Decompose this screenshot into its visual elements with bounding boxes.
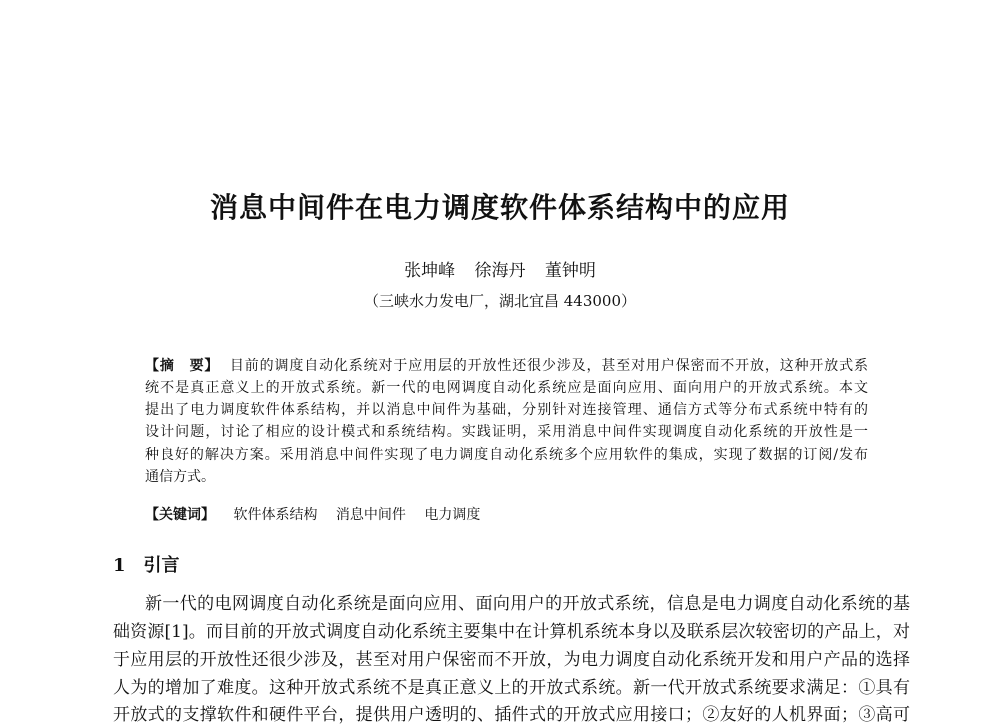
affiliation: （三峡水力发电厂，湖北宜昌 443000）: [363, 292, 637, 310]
body-line: 于应用层的开放性还很少涉及，甚至对用户保密而不开放，为电力调度自动化系统开发和用户产品的选择: [113, 650, 910, 670]
keywords: [145, 505, 868, 525]
abstract-line: 通信方式。: [145, 469, 215, 485]
keyword: 电力调度: [424, 507, 481, 523]
body-line: 人为的增加了难度。这种开放式系统不是真正意义上的开放式系统。新一代开放式系统要求满足：①具有: [113, 678, 910, 698]
body-line: 础资源[1]。而目前的开放式调度自动化系统主要集中在计算机系统本身以及联系层次较密切的产品上，对: [113, 622, 910, 642]
keyword: 软件体系结构: [233, 507, 318, 523]
abstract-line: 【摘 要】 目前的调度自动化系统对于应用层的开放性还很少涉及，甚至对用户保密而不开放，这种开放式系: [145, 358, 868, 374]
authors: 张坤峰 徐海丹 董钟明: [404, 261, 596, 281]
abstract-line: 提出了电力调度软件体系结构，并以消息中间件为基础，分别针对连接管理、通信方式等分布式系统中特有的: [145, 402, 868, 418]
section-heading: 1 引言: [113, 555, 180, 576]
abstract-line: 统不是真正意义上的开放式系统。新一代的电网调度自动化系统应是面向应用、面向用户的开放式系统。本文: [145, 380, 868, 396]
paper-title: 消息中间件在电力调度软件体系结构中的应用: [209, 191, 790, 224]
abstract-label: 【摘 要】: [145, 358, 220, 374]
body-line: 新一代的电网调度自动化系统是面向应用、面向用户的开放式系统，信息是电力调度自动化系统的基: [145, 594, 910, 614]
abstract-line: 种良好的解决方案。采用消息中间件实现了电力调度自动化系统多个应用软件的集成，实现了数据的订阅/发布: [145, 447, 868, 463]
abstract-line: 设计问题，讨论了相应的设计模式和系统结构。实践证明，采用消息中间件实现调度自动化系统的开放性是一: [145, 424, 868, 440]
keywords-label: 【关键词】: [145, 507, 215, 523]
body-line: 开放式的支撑软件和硬件平台，提供用户透明的、插件式的开放式应用接口；②友好的人机界面；③高可: [113, 705, 910, 725]
keyword: 消息中间件: [335, 507, 406, 523]
